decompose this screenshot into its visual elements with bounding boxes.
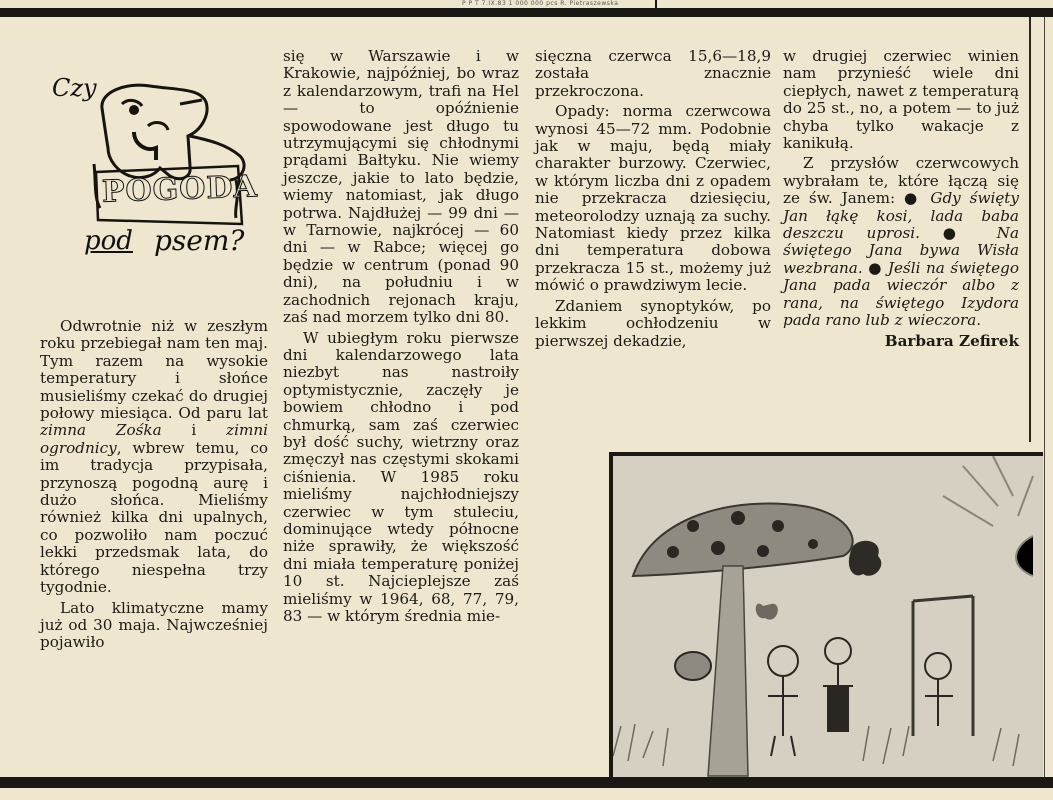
article-column-3 — [535, 48, 771, 350]
article-column-1 — [40, 318, 268, 652]
paragraph: sięczna czerwca 15,6—18,9 została znacznie przekroczona. — [535, 47, 771, 100]
bullet-icon: ● — [942, 224, 974, 243]
bullet-icon: ● — [904, 189, 922, 208]
text-run: Odwrotnie niż w zeszłym roku przebiegał nam ten maj. Tym razem na wysokie temperatury i słońce musieliśmy czekać do drugiej połowy miesiąca. Od paru lat — [40, 317, 268, 423]
top-rule-divider — [655, 0, 657, 8]
bottom-rule — [0, 777, 1053, 788]
text-run-italic: zimna Zośka — [40, 421, 162, 440]
paragraph: W ubiegłym roku pierwsze dni kalendarzowego lata niezbyt nas nastroiły optymistycznie, zaczęły je bowiem chłodno i pod chmurką, sam zaś czerwiec był dość suchy, wietrzny oraz zmęczył nas częstymi skokami ciśnienia. W 1985 roku mieliśmy najchłodniejszy czerwiec w tym stuleciu, dominujące wtedy północne niże sprawiły, że większość dni miała temperaturę poniżej 10 st. Najcieplejsze zaś mieliśmy w 1964, 68, 77, 79, 83 — w którym średnia mie- — [283, 328, 519, 625]
printer-imprint: P P T 7.IX.83 1 000 000 pcs R. Pietraszewska — [462, 0, 619, 7]
article-column-4 — [783, 48, 1019, 350]
drawing-frame — [609, 452, 1043, 778]
paragraph: Zdaniem synoptyków, po lekkim ochłodzeniu w pierwszej dekadzie, — [535, 296, 771, 350]
text-run-italic: zimni ogrodnicy — [40, 421, 268, 457]
proverb: Gdy święty Jan łąkę kosi, lada baba deszczu uprosi. — [783, 189, 1019, 243]
heading-word-pod: pod — [84, 226, 133, 256]
child-drawing-illustration — [613, 456, 1043, 778]
right-column-rule — [1029, 17, 1031, 442]
text-run: i — [161, 421, 227, 440]
text-run: Z przysłów czerwcowych wybrałam te, które łączą się ze św. Janem: — [783, 154, 1019, 208]
child-drawing — [609, 452, 1053, 777]
top-rule — [0, 8, 1053, 17]
heading-word-psem: psem? — [154, 224, 245, 257]
article-heading — [30, 48, 270, 283]
paragraph: się w Warszawie i w Krakowie, najpóźniej, bo wraz z kalendarzowym, trafi na Hel — to opóźnienie spowodowane jest długo tu utrzymującymi się chłodnymi prądami Bałtyku. Nie wiemy jeszcze, jakie to lato będzie, wiemy natomiast, jak długo potrwa. Najdłużej — 99 dni — w Tarnowie, najkrócej — 60 dni — w Rabce; więcej go będzie w centrum (ponad 90 dni), na południu i w zachodnich rejonach kraju, zaś nad morzem tylko dni 80. — [283, 47, 519, 327]
heading-word-pogoda: POGODA — [101, 169, 259, 210]
bullet-icon: ● — [868, 258, 883, 277]
proverb: Jeśli na świętego Jana pada wieczór albo z rana, na świętego Izydora pada rano lub z wieczora. — [783, 258, 1020, 330]
proverb: Na świętego Jana bywa Wisła wezbrana. — [783, 224, 1020, 277]
paragraph: w drugiej czerwiec winien nam przynieść wiele dni ciepłych, nawet z temperaturą do 25 st., no, a potem — to już chyba tylko wakacje z kanikułą. — [783, 47, 1019, 153]
heading-word-czy: Czy — [52, 74, 97, 102]
paragraph — [40, 318, 268, 597]
text-run: , wbrew temu, co im tradycja przypisała, przynoszą pogodną aurę i dużo słońca. Mieliśmy również kilka dni upalnych, co pozwoliło nam poczuć lekki przedsmak lata, do którego niespełna trzy tygodnie. — [40, 438, 268, 597]
paragraph — [783, 155, 1019, 329]
author-signature: Barbara Zefirek — [884, 331, 1019, 350]
paragraph: Opady: norma czerwcowa wynosi 45—72 mm. Podobnie jak w maju, będą miały charakter burzowy. Czerwiec, w którym liczba dni z opadem nie przekracza dziesięciu, meteorolodzy uznają za suchy. Natomiast kiedy przez kilka dni temperatura dobowa przekracza 15 st., możemy już mówić o prawdziwym lecie. — [535, 102, 771, 295]
paragraph: Lato klimatyczne mamy już od 30 maja. Najwcześniej pojawiło — [40, 598, 268, 652]
article-column-2 — [283, 48, 519, 625]
